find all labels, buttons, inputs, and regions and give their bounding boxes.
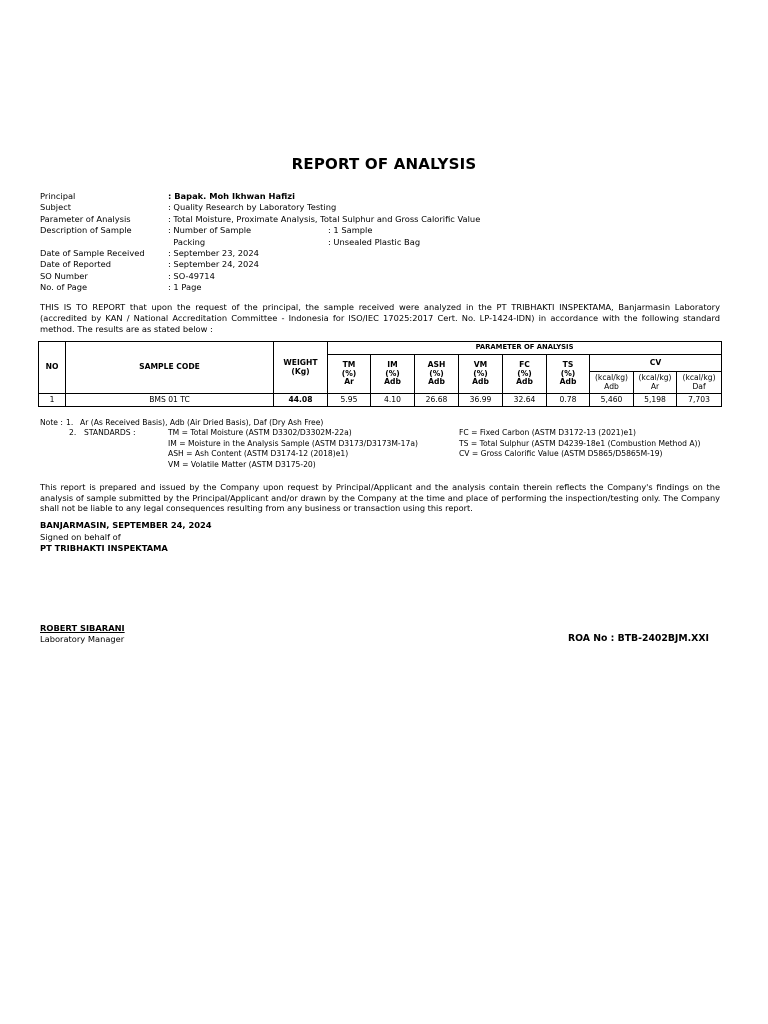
signatory-position: Laboratory Manager [40,634,125,644]
standards-label: STANDARDS : [84,428,136,438]
report-info [40,191,740,294]
cv-basis: Daf [692,381,706,391]
header-param [328,355,371,394]
standard-ash: ASH = Ash Content (ASTM D3174-12 (2018)e1) [168,449,349,459]
param-unit: (%) [429,368,444,378]
results-table [38,341,722,407]
param-unit: (%) [341,368,357,378]
header-parameter-of-analysis: PARAMETER OF ANALYSIS [328,342,722,355]
info-subvalue: : Unsealed Plastic Bag [328,236,421,247]
param-unit: (%) [560,368,576,378]
note-1-text: Ar (As Received Basis), Adb (Air Dried Basis), Daf (Dry Ash Free) [80,418,324,427]
header-no: NO [39,342,66,394]
header-weight-label: WEIGHT [283,357,318,367]
info-subvalue: : 1 Sample [328,225,373,236]
header-param [503,355,547,394]
header-param [459,355,503,394]
intro-paragraph: THIS IS TO REPORT that upon the request of the principal, the sample received were analyzed in the PT TRIBHAKTI INSPEKTAMA, Banjarmasin Laboratory (accredited by KAN / National Accreditation Committee - Indonesia for ISO/IEC 17025:2017 Cert. No. LP-1424-IDN) in accordance with the following standard method. The results are as stated below : [40,302,720,334]
header-weight-unit: (Kg) [291,366,310,376]
info-row-pages [40,282,740,293]
param-name: TS [562,359,574,369]
standard-cv: CV = Gross Calorific Value (ASTM D5865/D5865M-19) [459,449,663,459]
info-label: No. of Page [40,282,88,293]
signed-on-behalf: Signed on behalf of [40,532,121,542]
info-value: Packing [168,236,206,247]
info-row-parameter [40,214,740,225]
header-sample-code: SAMPLE CODE [66,342,274,394]
info-label: Principal [40,191,76,201]
header-weight [274,342,328,394]
info-value: : Number of Sample [168,225,252,236]
info-value: : SO-49714 [168,270,215,281]
param-basis: Adb [472,377,489,387]
standard-vm: VM = Volatile Matter (ASTM D3175-20) [168,459,316,469]
note-prefix: Note : [40,418,63,427]
param-basis: Adb [516,377,533,387]
cell-tm: 5.95 [328,394,371,407]
cell-weight: 44.08 [274,394,328,407]
cv-unit: (kcal/kg) [638,372,672,382]
cv-basis: Ar [650,381,660,391]
param-basis: Adb [384,377,401,387]
info-label: Description of Sample [40,225,132,236]
info-row-date-received [40,248,740,259]
param-name: FC [519,359,530,369]
cell-ts: 0.78 [547,394,590,407]
header-cv: CV [590,355,722,372]
standard-fc: FC = Fixed Carbon (ASTM D3172-13 (2021)e1) [459,428,637,438]
cell-ash: 26.68 [415,394,459,407]
param-name: ASH [427,359,446,369]
info-label: Date of Reported [40,259,111,270]
param-basis: Adb [559,377,577,387]
table-row [39,394,722,407]
info-row-so-number [40,271,740,282]
header-cv-col [634,372,677,394]
info-row-date-reported [40,259,740,270]
standard-ts: TS = Total Sulphur (ASTM D4239-18e1 (Combustion Method A)) [459,438,701,448]
info-label: Subject [40,202,72,213]
param-unit: (%) [385,368,400,378]
param-name: IM [387,359,398,369]
param-unit: (%) [517,368,532,378]
cell-no: 1 [39,394,66,407]
header-param [415,355,459,394]
report-title: REPORT OF ANALYSIS [291,155,477,173]
cv-unit: (kcal/kg) [682,372,716,382]
cell-cv-adb: 5,460 [590,394,634,407]
info-label: Date of Sample Received [40,247,145,258]
cell-im: 4.10 [371,394,415,407]
info-row-subject [40,202,740,213]
signatory-name: ROBERT SIBARANI [40,623,125,633]
company-name: PT TRIBHAKTI INSPEKTAMA [40,543,168,553]
cv-basis: Adb [604,381,619,391]
cell-sample-code: BMS 01 TC [66,394,274,407]
header-cv-col [677,372,722,394]
notes [40,418,740,470]
info-value: : Bapak. Moh Ikhwan Hafizi [168,191,295,201]
note-1-number: 1. [66,418,74,427]
header-param [371,355,415,394]
cv-unit: (kcal/kg) [594,372,629,382]
info-value: : September 23, 2024 [168,247,259,258]
info-row-packing [40,237,740,248]
cell-vm: 36.99 [459,394,503,407]
info-value: : 1 Page [168,282,202,293]
info-row-principal [40,191,740,202]
info-value: : Quality Research by Laboratory Testing [168,202,337,213]
info-label: Parameter of Analysis [40,213,131,224]
standard-tm: TM = Total Moisture (ASTM D3302/D3302M-22a) [168,428,352,438]
param-name: VM [473,359,488,369]
cell-fc: 32.64 [503,394,547,407]
param-unit: (%) [473,368,488,378]
cell-cv-daf: 7,703 [677,394,722,407]
info-value: : September 24, 2024 [168,259,259,270]
info-label: SO Number [40,270,88,281]
param-basis: Adb [428,377,445,387]
header-param [547,355,590,394]
note-2-number: 2. [69,428,77,438]
standard-im: IM = Moisture in the Analysis Sample (ASTM D3173/D3173M-17a) [168,438,418,448]
cell-cv-ar: 5,198 [634,394,677,407]
place-date: BANJARMASIN, SEPTEMBER 24, 2024 [40,520,212,530]
info-value: : Total Moisture, Proximate Analysis, Total Sulphur and Gross Calorific Value [168,213,481,224]
info-row-description [40,225,740,236]
param-basis: Ar [344,377,354,387]
param-name: TM [342,359,356,369]
header-cv-col [590,372,634,394]
roa-number: ROA No : BTB-2402BJM.XXI [568,633,709,644]
disclaimer-paragraph: This report is prepared and issued by the Company upon request by Principal/Applicant and the analysis contain therein reflects the Company's findings on the analysis of sample submitted by the Principal/Applicant and/or drawn by the Company at the time and place of performing the inspection/testing only. The Company shall not be liable to any legal consequences resulting from any business or transaction using this report. [40,482,720,514]
